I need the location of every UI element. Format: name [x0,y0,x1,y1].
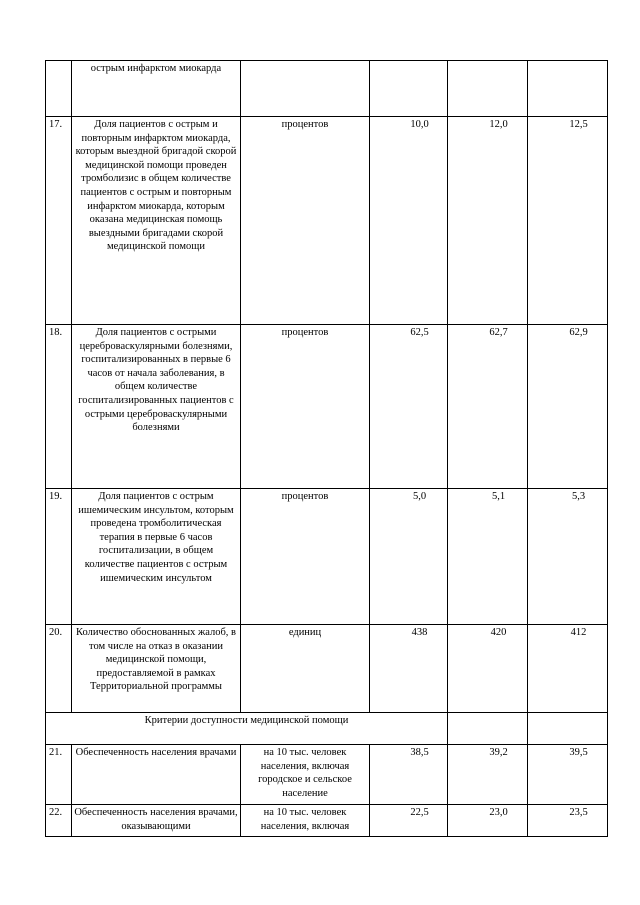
table-row [46,61,608,117]
value-year-1 [370,61,448,117]
row-number: 18. [46,325,72,489]
value-year-1: 10,0 [370,117,448,325]
row-number: 20. [46,625,72,713]
value-year-2: 23,0 [448,805,528,837]
criterion-name: Обеспеченность населения врачами [72,745,241,805]
value-year-3 [528,61,608,117]
criterion-name: Доля пациентов с острым ишемическим инсультом, которым проведена тромболитическая терапия в первые 6 часов госпитализации, в общем количестве пациентов с острым ишемическим инсультом [72,489,241,625]
criterion-name: Количество обоснованных жалоб, в том числе на отказ в оказании медицинской помощи, предоставляемой в рамках Территориальной программы [72,625,241,713]
table-row [46,325,608,489]
unit-cell: процентов [241,117,370,325]
table-row [46,625,608,713]
unit-cell: на 10 тыс. человек населения, включая [241,805,370,837]
value-year-1: 62,5 [370,325,448,489]
unit-cell: процентов [241,325,370,489]
table-row [46,745,608,805]
value-year-2: 62,7 [448,325,528,489]
unit-cell [241,61,370,117]
value-year-3: 62,9 [528,325,608,489]
unit-cell: на 10 тыс. человек населения, включая городское и сельское население [241,745,370,805]
row-number [46,61,72,117]
criterion-name: Обеспеченность населения врачами, оказывающими [72,805,241,837]
table-row [46,489,608,625]
row-number: 21. [46,745,72,805]
table-row [46,117,608,325]
value-year-1: 438 [370,625,448,713]
criterion-name: Доля пациентов с острыми цереброваскулярными болезнями, госпитализированных в первые 6 часов от начала заболевания, в общем количестве госпитализированных пациентов с острыми цереброваскулярными болезнями [72,325,241,489]
value-year-1: 38,5 [370,745,448,805]
row-number: 17. [46,117,72,325]
value-year-2: 420 [448,625,528,713]
section-title: Критерии доступности медицинской помощи [46,713,448,745]
value-year-2: 12,0 [448,117,528,325]
row-number: 22. [46,805,72,837]
unit-cell: процентов [241,489,370,625]
value-year-2: 39,2 [448,745,528,805]
value-year-2: 5,1 [448,489,528,625]
criteria-table [45,60,608,837]
value-year-3: 39,5 [528,745,608,805]
table-row [46,805,608,837]
value-year-2 [448,61,528,117]
empty-cell [528,713,608,745]
value-year-1: 22,5 [370,805,448,837]
value-year-3: 23,5 [528,805,608,837]
criterion-name: Доля пациентов с острым и повторным инфарктом миокарда, которым выездной бригадой скорой медицинской помощи проведен тромболизис в общем количестве пациентов с острым и повторным инфарктом миокарда, которым оказана медицинская помощь выездными бригадами скорой медицинской помощи [72,117,241,325]
value-year-3: 12,5 [528,117,608,325]
empty-cell [448,713,528,745]
row-number: 19. [46,489,72,625]
value-year-3: 412 [528,625,608,713]
value-year-1: 5,0 [370,489,448,625]
value-year-3: 5,3 [528,489,608,625]
criterion-name: острым инфарктом миокарда [72,61,241,117]
section-row [46,713,608,745]
unit-cell: единиц [241,625,370,713]
